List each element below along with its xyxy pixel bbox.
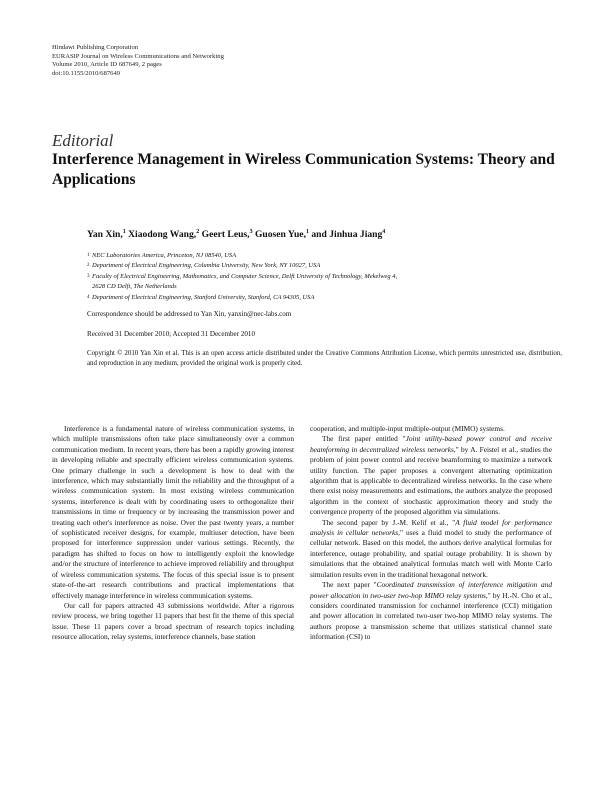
- doi[interactable]: doi:10.1155/2010/687649: [52, 69, 121, 77]
- paragraph-text: " uses a fluid model to study the performance of cellular network. Based on this model, the authors derive analytical formulas for interference, outage probability, and spatial outage probability. It is shown by simulations that the obtained analytical formulas match well with Monte Carlo simulation results even in the traditional hexagonal network.: [310, 528, 552, 579]
- body-paragraph: Our call for papers attracted 43 submissions worldwide. After a rigorous review process, we bring together 11 papers that best fit the theme of this special issue. These 11 papers cover a broad spectrum of research topics including resource allocation, relay systems, interference channels, base station: [52, 600, 294, 642]
- affiliation-text: Faculty of Electrical Engineering, Mathematics, and Computer Science, Delft University of Technology, Mekelweg 4,: [92, 272, 398, 280]
- affiliation-number: 2: [87, 263, 90, 269]
- body-paragraph: cooperation, and multiple-input multiple-output (MIMO) systems.: [310, 424, 505, 433]
- author-name: Geert Leus,: [199, 229, 250, 241]
- author-list: [87, 229, 385, 240]
- affiliation-continuation: 2628 CD Delft, The Netherlands: [92, 283, 177, 291]
- affiliation-row: [87, 251, 557, 261]
- affiliation-number: 3: [87, 273, 90, 279]
- volume-info: Volume 2010, Article ID 687649, 2 pages: [52, 61, 162, 69]
- affiliation-row: [87, 261, 557, 271]
- journal-info: [52, 44, 224, 78]
- author-affil-mark: 1: [305, 229, 309, 235]
- copyright-notice: Copyright © 2010 Yan Xin et al. This is an open access article distributed under the Creative Commons Attribution License, which permits unrestricted use, distribution, and reproduction in any medium, provided the original work is properly cited.: [87, 350, 562, 368]
- affiliations: [87, 251, 557, 303]
- cited-paper-title: Coordinated transmission of interference mitigation and power allocation in two-user two-hop MIMO relay systems,: [310, 580, 552, 600]
- paragraph-text: The second paper by J.-M. Kelif et al., ": [322, 517, 456, 527]
- article-title: Interference Management in Wireless Communication Systems: Theory and Applications: [52, 151, 555, 188]
- paragraph-text: " by A. Feistel et al., studies the problem of joint power control and receive beamforming to maximize a network utility function. The paper proposes a convergent alternating optimization algorithm that is applicable to decentralized wireless networks. In the case where there exist noisy measurements and estimations, the authors analyze the proposed algorithm in the context of stochastic approximation theory and study the convergence property of the proposed algorithm via simulations.: [310, 444, 552, 517]
- affiliation-row: [87, 272, 557, 282]
- body-paragraph: [310, 434, 552, 517]
- correspondence: Correspondence should be addressed to Yan Xin, yanxin@nec-labs.com: [87, 310, 292, 318]
- article-kind: Editorial: [52, 131, 114, 150]
- author-name: Guosen Yue,: [252, 229, 306, 241]
- body-column-right: [310, 424, 552, 643]
- paragraph-text: The next paper ": [322, 580, 377, 590]
- received-accepted-dates: Received 31 December 2010; Accepted 31 December 2010: [87, 330, 256, 338]
- body-paragraph: [310, 580, 552, 642]
- affiliation-row: [87, 293, 557, 303]
- affiliation-number: 4: [87, 294, 90, 300]
- publisher: Hindawi Publishing Corporation: [52, 44, 139, 51]
- body-column-left: [52, 424, 294, 643]
- journal-name: EURASIP Journal on Wireless Communications and Networking: [52, 52, 224, 60]
- author-name: and Jinhua Jiang: [308, 229, 383, 241]
- affiliation-text: NEC Laboratories America, Princeton, NJ 08540, USA: [92, 252, 237, 259]
- body-paragraph: [310, 518, 552, 580]
- author-affil-mark: 1: [122, 229, 126, 235]
- cited-paper-title: A fluid model for performance analysis in cellular networks,: [310, 517, 552, 538]
- cited-paper-title: Joint utility-based power control and receive beamforming in decentralized wireless networks,: [310, 434, 552, 454]
- affiliation-text: Department of Electrical Engineering, Stanford University, Stanford, CA 94305, USA: [92, 293, 315, 301]
- author-affil-mark: 3: [249, 229, 253, 235]
- author-affil-mark: 2: [196, 229, 200, 235]
- affiliation-text: Department of Electrical Engineering, Columbia University, New York, NY 10027, USA: [92, 262, 321, 270]
- affiliation-number: 1: [87, 253, 90, 258]
- paragraph-text: " by H.-N. Cho et al., considers coordinated transmission for cochannel interference (CCI) mitigation and power allocation in correlated two-user two-hop MIMO relay systems. The authors propose a transmission scheme that utilizes statistical channel state information (CSI) to: [310, 590, 552, 642]
- author-affil-mark: 4: [382, 229, 386, 235]
- author-name: Yan Xin,: [87, 229, 123, 241]
- paragraph-text: The first paper entitled ": [322, 434, 406, 444]
- author-name: Xiaodong Wang,: [125, 229, 197, 241]
- body-paragraph: Interference is a fundamental nature of wireless communication systems, in which multiple transmissions often take place simultaneously over a common communication medium. In recent years, there has been a rapidly growing interest in developing reliable and spectrally efficient wireless communication systems. One primary challenge in such a development is how to deal with the interference, which may substantially limit the reliability and the throughput of a wireless communication system. In most existing wireless communication systems, interference is dealt with by coordinating users to orthogonalize their transmissions in time or frequency or by increasing the transmission power and treating each other's interference as noise. Over the past twenty years, a number of sophisticated receiver designs, for example, multiuser detection, have been proposed for interference suppression under various settings. Recently, the paradigm has shifted to focus on how to intelligently exploit the knowledge and/or the structure of interference to achieve improved reliability and throughput of wireless communication systems. The focus of this special issue is to present state-of-the-art research contributions and practical implementations that effectively manage interference in wireless communication systems.: [52, 424, 294, 600]
